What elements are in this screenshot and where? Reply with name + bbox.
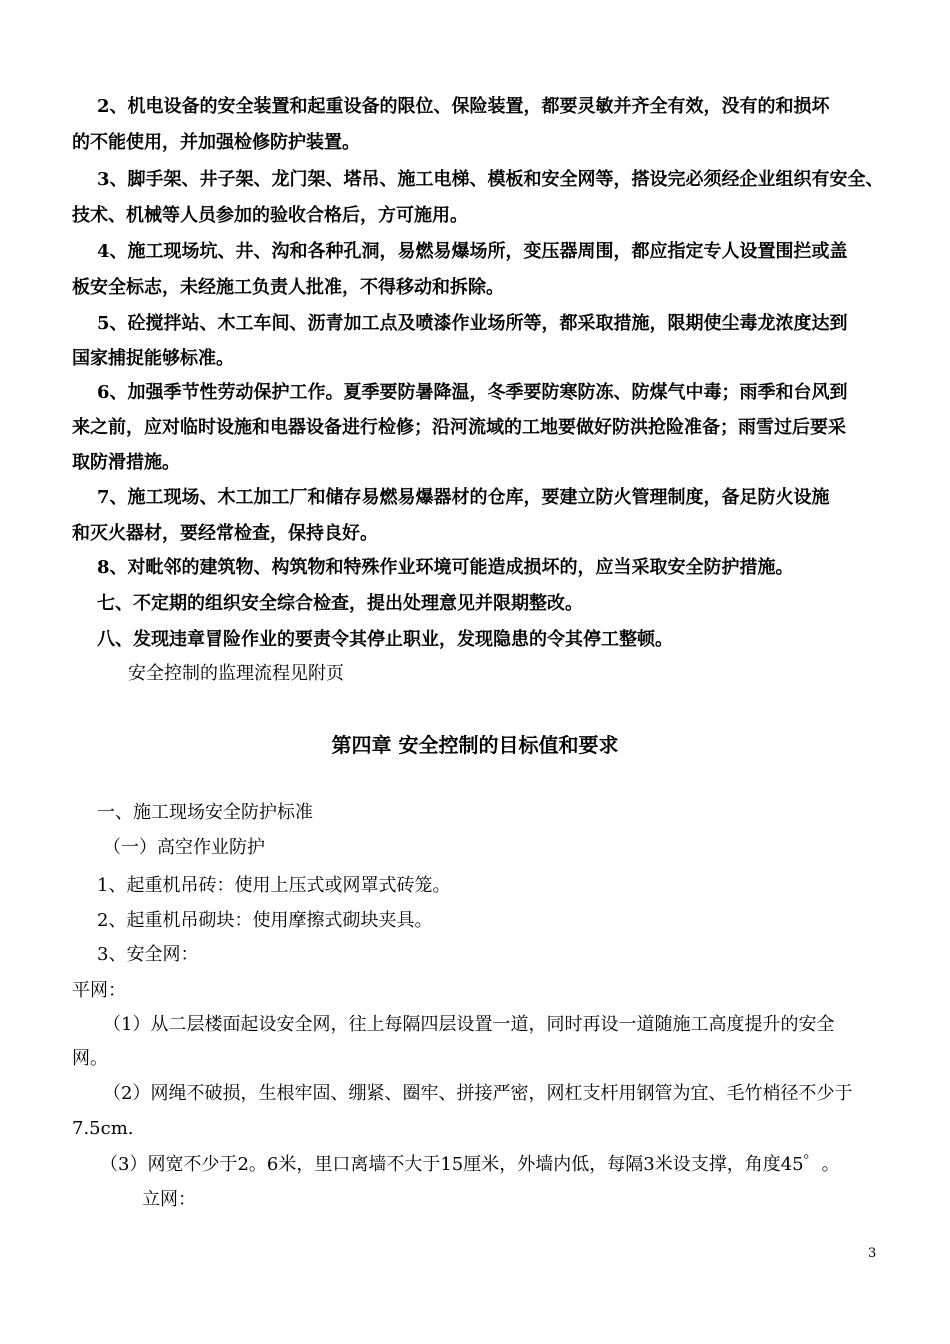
text-line: 网。 (72, 1048, 108, 1069)
text-line: 和灭火器材，要经常检查，保持良好。 (72, 523, 378, 544)
text-line: 的不能使用，并加强检修防护装置。 (72, 132, 360, 153)
text-line: 3、安全网： (97, 944, 199, 965)
text-line: 6、加强季节性劳动保护工作。夏季要防暑降温，冬季要防寒防冻、防煤气中毒；雨季和台风到 (97, 382, 848, 403)
text-line: 板安全标志，未经施工负责人批准，不得移动和拆除。 (72, 277, 504, 298)
text-line: （一）高空作业防护 (103, 837, 265, 858)
page-number: 3 (868, 1246, 877, 1261)
text-line: 7、施工现场、木工加工厂和储存易燃易爆器材的仓库，要建立防火管理制度，备足防火设施 (97, 487, 830, 508)
text-line: 来之前，应对临时设施和电器设备进行检修；沿河流域的工地要做好防洪抢险准备；雨雪过后要采 (72, 417, 846, 438)
text-line: 4、施工现场坑、井、沟和各种孔洞，易燃易爆场所，变压器周围，都应指定专人设置围拦或盖 (97, 241, 848, 262)
text-line: 技术、机械等人员参加的验收合格后，方可施用。 (72, 205, 468, 226)
text-line: 8、对毗邻的建筑物、构筑物和特殊作业环境可能造成损坏的，应当采取安全防护措施。 (97, 557, 794, 578)
text-line: 1、起重机吊砖：使用上压式或网罩式砖笼。 (97, 875, 451, 896)
text-line: 5、砼搅拌站、木工车间、沥青加工点及喷漆作业场所等，都采取措施，限期使尘毒龙浓度达到 (97, 313, 848, 334)
text-line: 七、不定期的组织安全综合检查，提出处理意见并限期整改。 (97, 593, 583, 614)
text-line: 7.5cm. (72, 1118, 134, 1139)
chapter-title: 第四章 安全控制的目标值和要求 (331, 733, 619, 757)
text-line: 3、脚手架、井子架、龙门架、塔吊、施工电梯、模板和安全网等，搭设完必须经企业组织有安全、 (97, 169, 884, 190)
text-line: 安全控制的监理流程见附页 (128, 663, 344, 684)
text-line: （3）网宽不少于2。6米，里口离墙不大于15厘米，外墙内低，每隔3米设支撑，角度45゜。 (100, 1154, 840, 1175)
text-line: 立网： (142, 1189, 196, 1210)
text-line: （1）从二层楼面起设安全网，往上每隔四层设置一道，同时再设一道随施工高度提升的安全 (103, 1014, 835, 1035)
text-line: 八、发现违章冒险作业的要责令其停止职业，发现隐患的令其停工整顿。 (97, 629, 673, 650)
text-line: 一、施工现场安全防护标准 (97, 802, 313, 823)
text-line: （2）网绳不破损，生根牢固、绷紧、圈牢、拼接严密，网杠支杆用钢管为宜、毛竹梢径不少于 (103, 1083, 853, 1104)
text-line: 2、机电设备的安全装置和起重设备的限位、保险装置，都要灵敏并齐全有效，没有的和损坏 (97, 96, 830, 117)
text-line: 平网： (72, 980, 126, 1001)
text-line: 国家捕捉能够标准。 (72, 348, 234, 369)
text-line: 取防滑措施。 (72, 452, 180, 473)
text-line: 2、起重机吊砌块：使用摩擦式砌块夹具。 (97, 910, 433, 931)
